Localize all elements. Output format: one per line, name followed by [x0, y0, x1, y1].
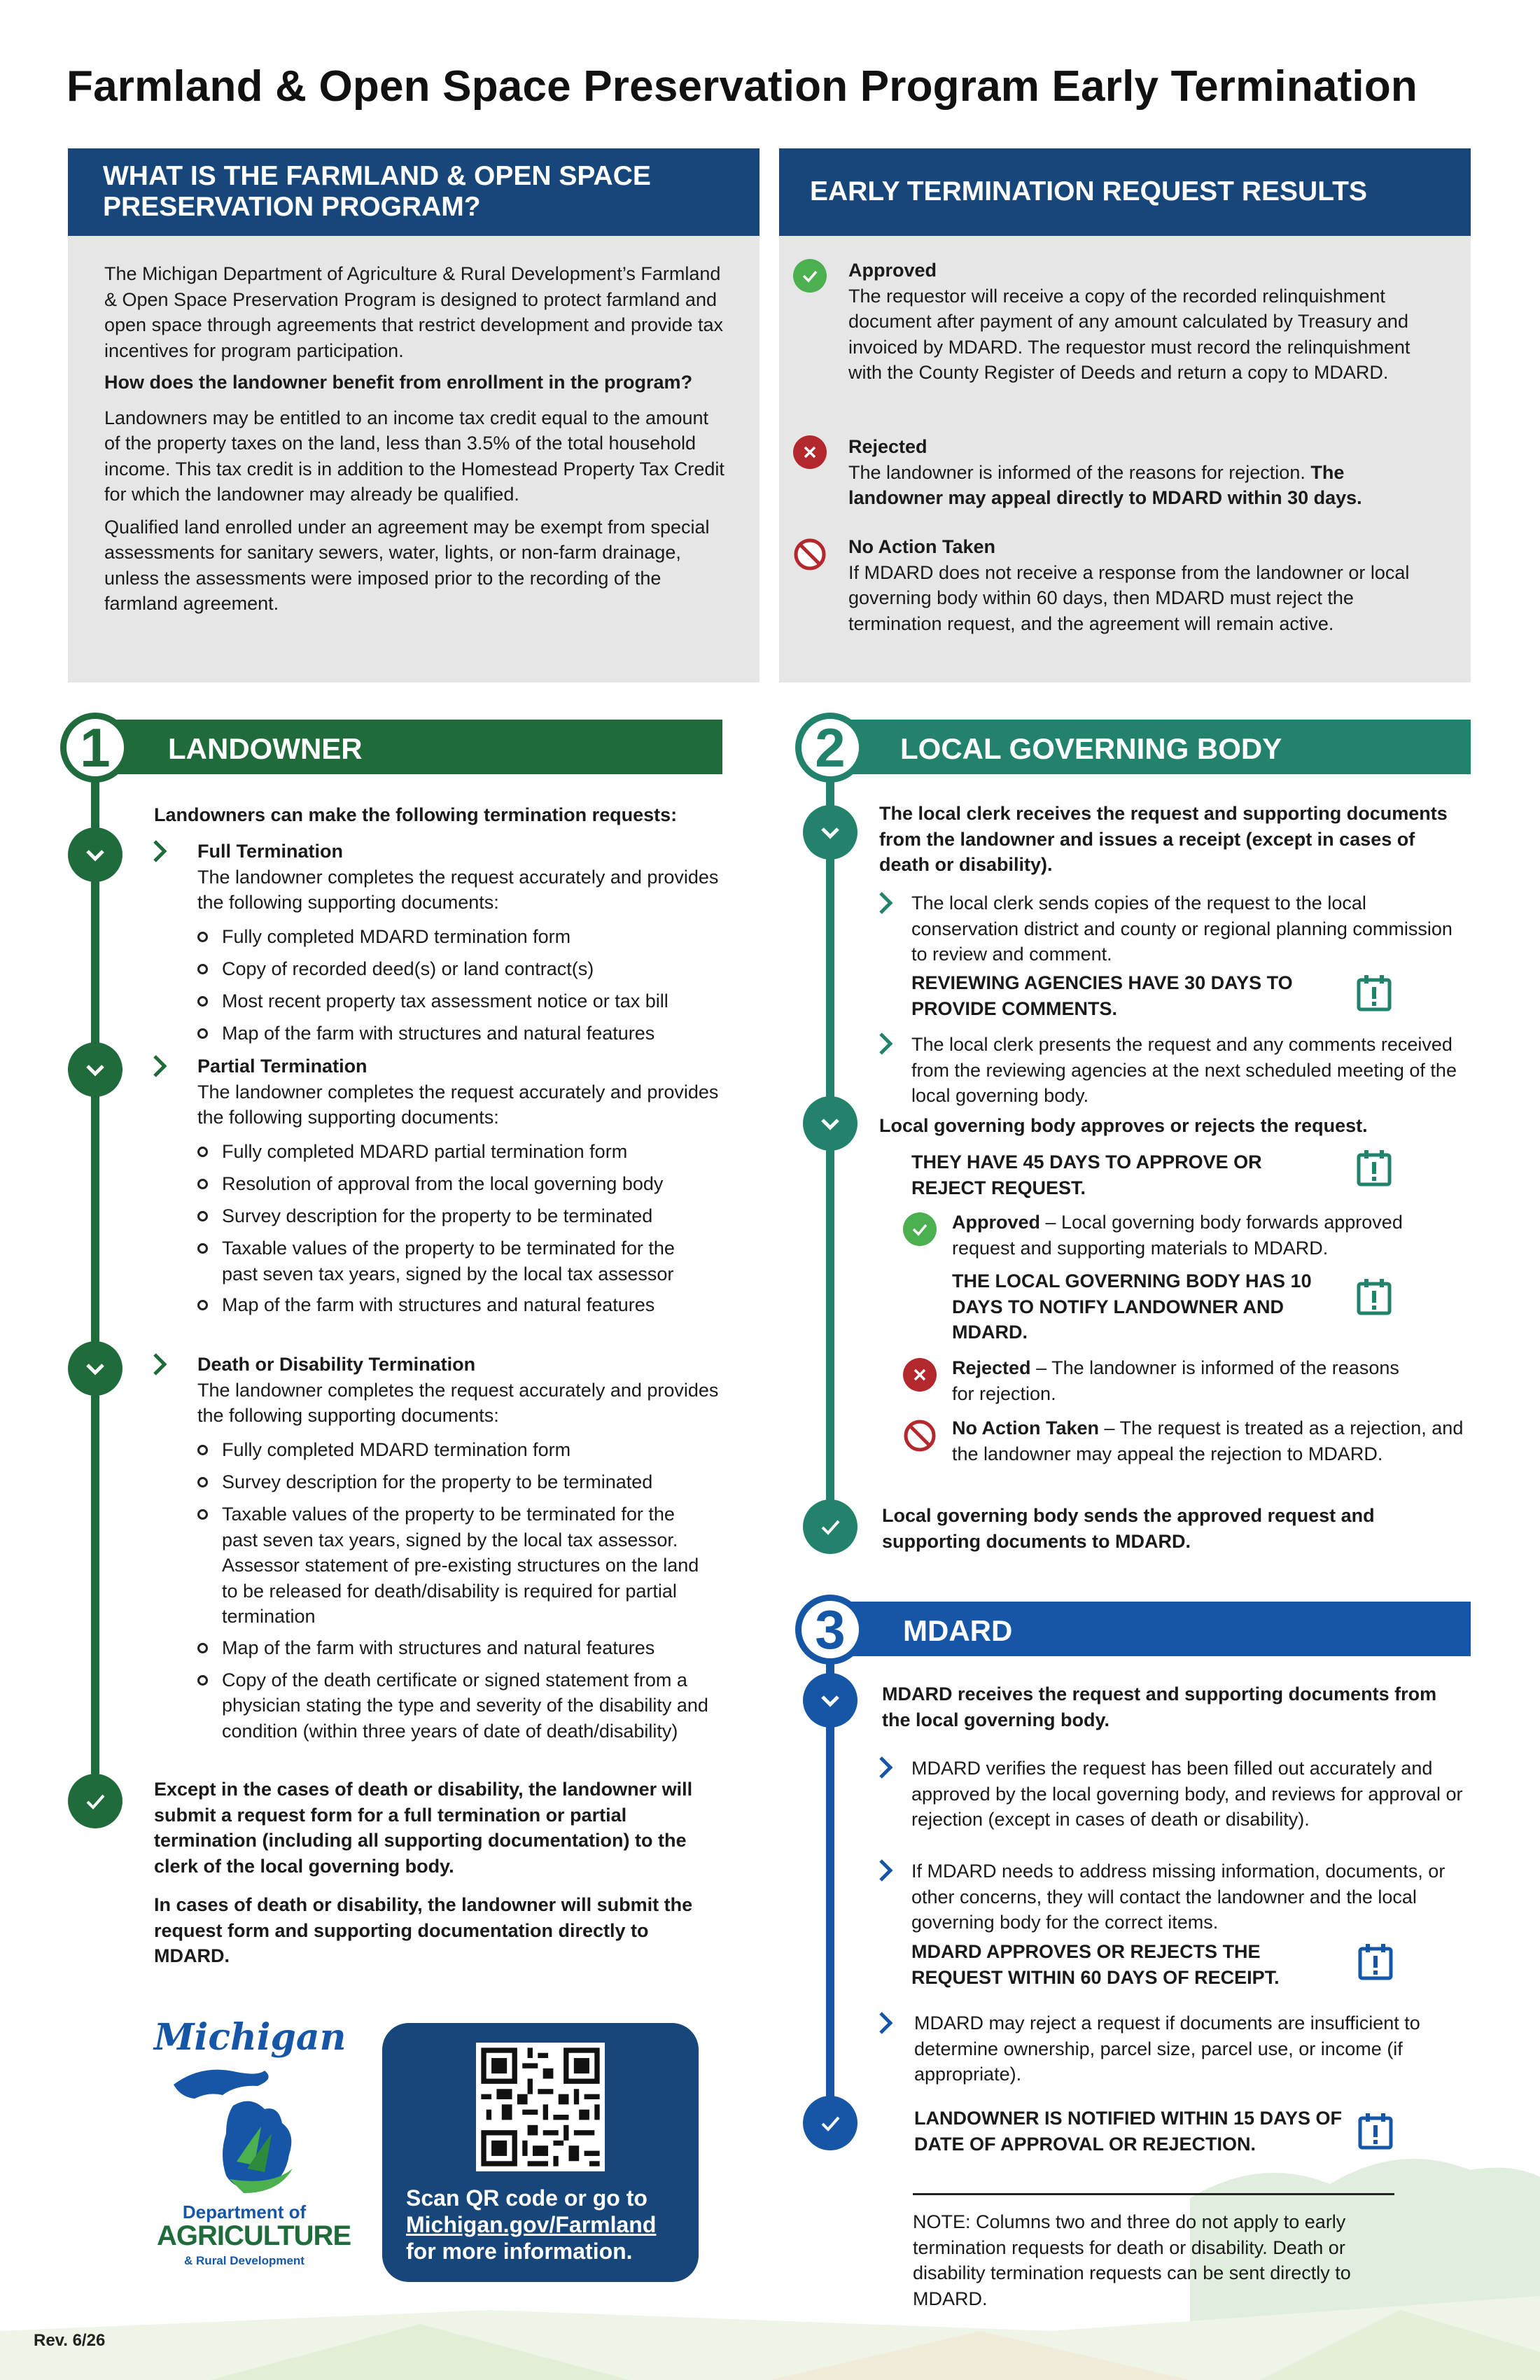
circle-bullet-icon	[197, 1300, 208, 1310]
death-termination-list	[197, 1437, 736, 1744]
step1-final1: Except in the cases of death or disability, the landowner will submit a request form for a full termination or partial termination (including all supporting documentation) to the clerk of the local governing body.	[154, 1779, 693, 1877]
results-rejected-bold: The landowner may appeal directly to MDARD within 30 days.	[848, 461, 1362, 508]
step3-note: NOTE: Columns two and three do not apply to early termination requests for death or disability. Death or disability termination requests can be sent directly to MDARD.	[913, 2211, 1351, 2309]
chevron-right-icon	[876, 2009, 896, 2040]
rejected-icon	[793, 435, 827, 469]
qr-code-icon[interactable]	[476, 2043, 605, 2171]
logo-script: Michigan	[154, 2016, 346, 2059]
full-termination-list	[197, 924, 736, 1053]
circle-bullet-icon	[197, 1675, 208, 1686]
step2-deadline2: THEY HAVE 45 DAYS TO APPROVE OR REJECT REQUEST.	[911, 1152, 1262, 1198]
circle-bullet-icon	[197, 1509, 208, 1520]
logo-line2: AGRICULTURE	[157, 2220, 351, 2251]
circle-bullet-icon	[197, 1477, 208, 1488]
list-item-text: Fully completed MDARD termination form	[222, 926, 571, 947]
partial-termination-desc: The landowner completes the request accurately and provides the following supporting documents:	[197, 1081, 719, 1128]
step2-deadline3: THE LOCAL GOVERNING BODY HAS 10 DAYS TO NOTIFY LANDOWNER AND MDARD.	[952, 1270, 1312, 1343]
step2-chevron-marker-2	[803, 1096, 858, 1151]
list-item	[197, 988, 736, 1021]
step1-line	[91, 763, 99, 1820]
step3-title: MDARD	[903, 1614, 1013, 1647]
list-item-text: Taxable values of the property to be terminated for the past seven tax years, signed by the local tax assessor. Assessor statement of pre-existing structures on the land to be released for death/disability is required for partial termination	[222, 1504, 699, 1627]
step2-deadline1: REVIEWING AGENCIES HAVE 30 DAYS TO PROVIDE COMMENTS.	[911, 972, 1293, 1019]
step2-item2: The local clerk presents the request and any comments received from the reviewing agencies at the next scheduled meeting of the local governing body.	[911, 1034, 1457, 1106]
step2-item1: The local clerk sends copies of the request to the local conservation district and county or regional planning commission to review and comment.	[911, 892, 1452, 965]
step1-bar	[99, 720, 722, 774]
step1-number-text: 1	[80, 716, 111, 778]
farmland-link[interactable]: Michigan.gov/Farmland	[406, 2212, 657, 2237]
step1-intro: Landowners can make the following termination requests:	[154, 804, 678, 825]
list-item	[197, 1469, 736, 1502]
partial-termination-title: Partial Termination	[197, 1056, 368, 1077]
step2-approved-text: – Local governing body forwards approved request and supporting materials to MDARD.	[952, 1212, 1403, 1259]
circle-bullet-icon	[197, 932, 208, 942]
results-approved-text: The requestor will receive a copy of the recorded relinquishment document after payment of any amount calculated by Treasury and invoiced by MDARD. The requestor must record the relinquishment with the County Register of Deeds and return a copy to MDARD.	[848, 285, 1410, 383]
full-termination	[197, 839, 729, 916]
list-item	[197, 1171, 736, 1203]
revision-label: Rev. 6/26	[34, 2331, 106, 2350]
step2-noaction-text: – The request is treated as a rejection, and the landowner may appeal the rejection to MDARD.	[952, 1418, 1464, 1464]
list-item-text: Map of the farm with structures and natural features	[222, 1637, 655, 1658]
what-is-box	[68, 236, 760, 682]
what-is-para1: Landowners may be entitled to an income tax credit equal to the amount of the property taxes on the land, less than 3.5% of the total household income. This tax credit is in addition to the Homestead Property Tax Credit for which the landowner may already be qualified.	[104, 407, 724, 505]
chevron-right-icon	[876, 1856, 896, 1888]
step3-check-marker	[803, 2096, 858, 2150]
results-header-text: EARLY TERMINATION REQUEST RESULTS	[810, 176, 1367, 206]
step2-chevron-marker-1	[803, 805, 858, 860]
list-item	[197, 924, 736, 956]
what-is-header	[68, 148, 760, 236]
circle-bullet-icon	[197, 1179, 208, 1189]
list-item	[197, 1236, 736, 1287]
calendar-alert-icon	[1358, 1943, 1393, 1981]
results-rejected-title: Rejected	[848, 436, 927, 457]
results-header	[779, 148, 1471, 236]
page-title: Farmland & Open Space Preservation Program Early Termination	[66, 62, 1418, 111]
step2-approved-title: Approved	[952, 1212, 1041, 1233]
step3-bar	[830, 1602, 1471, 1656]
death-termination-desc: The landowner completes the request accurately and provides the following supporting documents:	[197, 1379, 719, 1426]
chevron-right-icon	[150, 1350, 170, 1382]
full-termination-title: Full Termination	[197, 841, 343, 862]
circle-bullet-icon	[197, 1211, 208, 1222]
step3-item1: MDARD verifies the request has been filled out accurately and approved by the local governing body, and reviews for approval or rejection (except in cases of death or disability).	[911, 1758, 1463, 1830]
step3-item2: If MDARD needs to address missing information, documents, or other concerns, they will contact the landowner and the local governing body for the correct items.	[911, 1861, 1446, 1933]
list-item	[197, 1139, 736, 1171]
step3-number-text: 3	[815, 1598, 846, 1660]
step1-final2: In cases of death or disability, the landowner will submit the request form and supporting documentation directly to MDARD.	[154, 1894, 693, 1966]
what-is-para2: Qualified land enrolled under an agreement may be exempt from special assessments for sanitary sewers, water, lights, or non-farm drainage, unless the assessments were imposed prior to the recording of the farmland agreement.	[104, 516, 710, 614]
step1-check-marker	[68, 1774, 122, 1828]
results-rejected	[848, 434, 1443, 511]
list-item-text: Most recent property tax assessment notice or tax bill	[222, 990, 668, 1011]
partial-termination-list	[197, 1139, 736, 1324]
list-item	[197, 1635, 736, 1667]
no-action-icon	[903, 1419, 937, 1456]
calendar-alert-icon	[1357, 1278, 1392, 1316]
chevron-right-icon	[876, 1030, 896, 1061]
chevron-right-icon	[876, 889, 896, 920]
list-item-text: Taxable values of the property to be terminated for the past seven tax years, signed by the local tax assessor	[222, 1238, 675, 1284]
list-item-text: Map of the farm with structures and natural features	[222, 1294, 655, 1315]
results-approved	[848, 258, 1443, 386]
step2-number-text: 2	[815, 716, 846, 778]
step1-number	[60, 713, 130, 783]
list-item-text: Fully completed MDARD partial termination form	[222, 1141, 628, 1162]
list-item	[197, 1292, 736, 1324]
calendar-alert-icon	[1358, 2113, 1393, 2150]
results-noaction-title: No Action Taken	[848, 536, 996, 557]
logo-line1: Department of	[182, 2202, 307, 2222]
note-divider	[913, 2193, 1394, 2195]
list-item-text: Copy of the death certificate or signed statement from a physician stating the type and severity of the disability and condition (within three years of date of death/disability)	[222, 1669, 708, 1742]
calendar-alert-icon	[1357, 1149, 1392, 1187]
approved-icon	[793, 259, 827, 293]
results-no-action	[848, 534, 1443, 636]
circle-bullet-icon	[197, 1643, 208, 1653]
step2-final: Local governing body sends the approved request and supporting documents to MDARD.	[882, 1505, 1375, 1552]
chevron-right-icon	[150, 1052, 170, 1084]
michigan-map-icon	[160, 2057, 321, 2197]
step3-number	[795, 1595, 865, 1665]
qr-panel	[382, 2023, 699, 2282]
calendar-alert-icon	[1357, 974, 1392, 1012]
full-termination-desc: The landowner completes the request accurately and provides the following supporting documents:	[197, 866, 719, 913]
step1-title: LANDOWNER	[168, 732, 363, 765]
death-termination	[197, 1352, 729, 1429]
chevron-right-icon	[150, 837, 170, 869]
step1-chevron-marker-3	[68, 1341, 122, 1396]
list-item-text: Fully completed MDARD termination form	[222, 1439, 571, 1460]
step2-rejected-title: Rejected	[952, 1357, 1031, 1378]
circle-bullet-icon	[197, 1243, 208, 1254]
list-item-text: Map of the farm with structures and natural features	[222, 1023, 655, 1044]
step3-intro: MDARD receives the request and supporting documents from the local governing body.	[882, 1684, 1437, 1730]
list-item-text: Survey description for the property to be terminated	[222, 1471, 653, 1492]
step3-item3: MDARD may reject a request if documents are insufficient to determine ownership, parcel size, parcel use, or income (if appropriate).	[914, 2012, 1420, 2085]
qr-line3: for more information.	[406, 2239, 633, 2264]
list-item	[197, 956, 736, 988]
circle-bullet-icon	[197, 964, 208, 974]
step2-check-marker	[803, 1499, 858, 1554]
list-item	[197, 1021, 736, 1053]
what-is-header-text: WHAT IS THE FARMLAND & OPEN SPACE PRESERVATION PROGRAM?	[103, 161, 651, 222]
results-rejected-text: The landowner is informed of the reasons for rejection.	[848, 461, 1306, 483]
list-item	[197, 1502, 736, 1630]
list-item	[197, 1203, 736, 1236]
death-termination-title: Death or Disability Termination	[197, 1354, 476, 1375]
no-action-icon	[793, 538, 827, 575]
step2-rejected	[952, 1355, 1407, 1406]
step2-intro: The local clerk receives the request and supporting documents from the landowner and issues a receipt (except in cases of death or disability).	[879, 803, 1448, 875]
list-item	[197, 1667, 736, 1744]
circle-bullet-icon	[197, 996, 208, 1007]
logo-line3: & Rural Development	[184, 2254, 304, 2267]
list-item-text: Copy of recorded deed(s) or land contract(s)	[222, 958, 594, 979]
what-is-question: How does the landowner benefit from enrollment in the program?	[104, 372, 693, 393]
mdard-logo	[147, 2016, 351, 2289]
circle-bullet-icon	[197, 1147, 208, 1157]
qr-line1: Scan QR code or go to	[406, 2185, 648, 2211]
step3-deadline2: LANDOWNER IS NOTIFIED WITHIN 15 DAYS OF DATE OF APPROVAL OR REJECTION.	[914, 2108, 1343, 2155]
list-item	[197, 1437, 736, 1469]
step2-approved	[952, 1210, 1470, 1261]
step2-decision: Local governing body approves or rejects the request.	[879, 1115, 1368, 1136]
step2-title: LOCAL GOVERNING BODY	[900, 732, 1282, 765]
step1-chevron-marker-1	[68, 827, 122, 882]
step2-noaction-title: No Action Taken	[952, 1418, 1100, 1438]
step3-deadline1: MDARD APPROVES OR REJECTS THE REQUEST WITHIN 60 DAYS OF RECEIPT.	[911, 1941, 1280, 1988]
chevron-right-icon	[876, 1754, 896, 1785]
step1-chevron-marker-2	[68, 1042, 122, 1097]
what-is-intro: The Michigan Department of Agriculture & Rural Development’s Farmland & Open Space Preservation Program is designed to protect farmland and open space through agreements that restrict development and provide tax incentives for program participation.	[104, 263, 724, 361]
rejected-icon	[903, 1358, 937, 1392]
circle-bullet-icon	[197, 1445, 208, 1455]
list-item-text: Survey description for the property to be terminated	[222, 1205, 653, 1226]
step3-chevron-marker	[803, 1673, 858, 1728]
results-noaction-text: If MDARD does not receive a response from the landowner or local governing body within 60 days, then MDARD must reject the termination request, and the agreement will remain active.	[848, 561, 1410, 634]
partial-termination	[197, 1054, 729, 1130]
results-approved-title: Approved	[848, 260, 937, 281]
step2-no-action	[952, 1415, 1470, 1466]
step2-rejected-text: – The landowner is informed of the reasons for rejection.	[952, 1357, 1399, 1404]
list-item-text: Resolution of approval from the local governing body	[222, 1173, 664, 1194]
approved-icon	[903, 1212, 937, 1246]
circle-bullet-icon	[197, 1028, 208, 1039]
step2-bar	[830, 720, 1471, 774]
step2-number	[795, 713, 865, 783]
